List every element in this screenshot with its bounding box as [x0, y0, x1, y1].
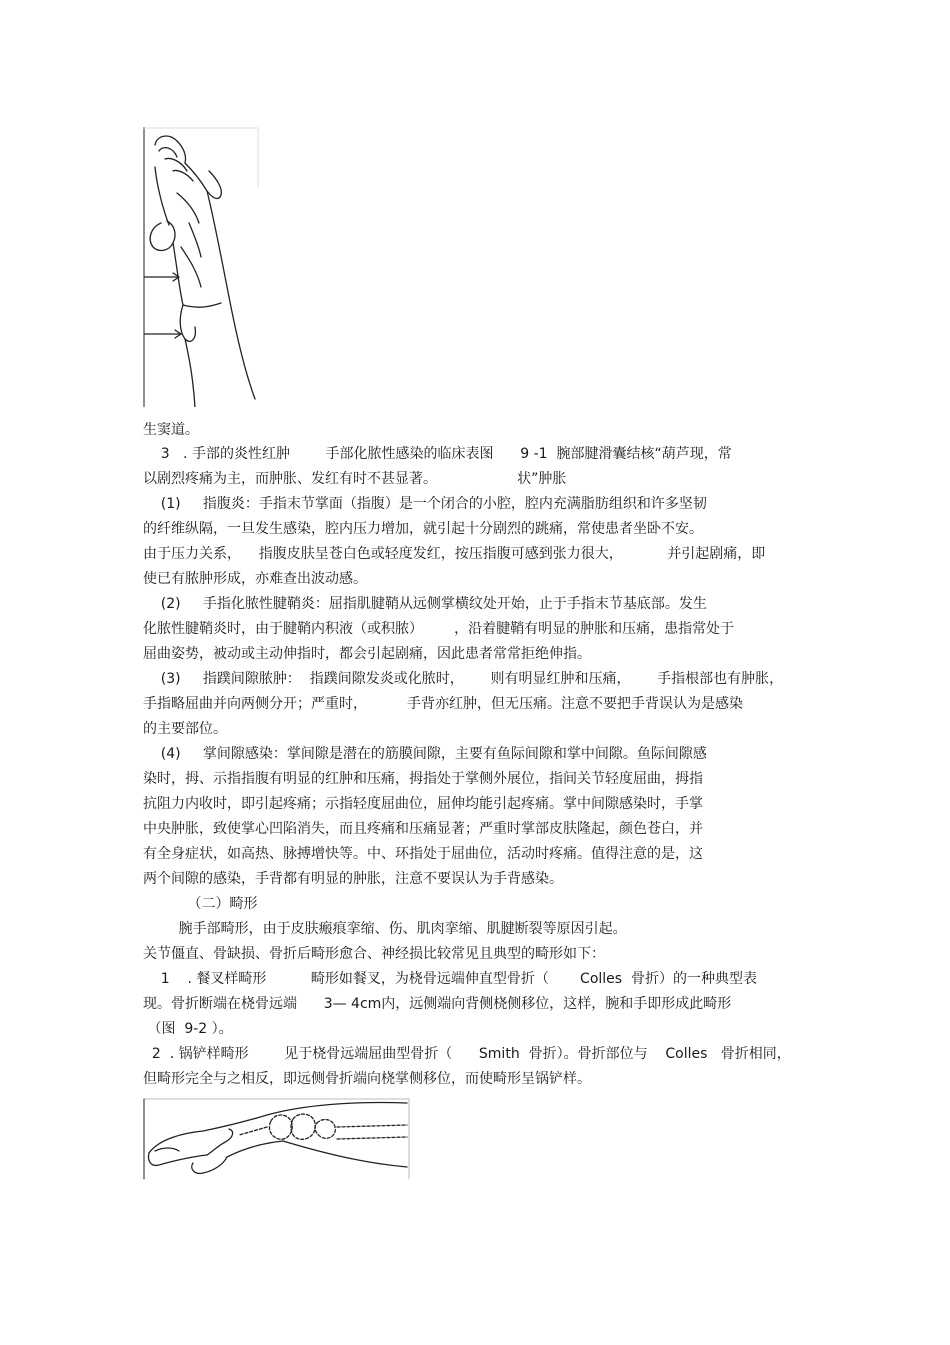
text-line: 屈曲姿势，被动或主动伸指时，都会引起剧痛，因此患者常常拒绝伸指。: [143, 646, 591, 662]
hand-swelling-figure: [143, 127, 260, 407]
text-line: 化脓性腱鞘炎时，由于腱鞘内积液（或积脓） ，沿着腱鞘有明显的肿胀和压痛，患指常处于: [143, 621, 735, 637]
text-line: 2 . 锅铲样畸形 见于桡骨远端屈曲型骨折（ Smith 骨折）。骨折部位与 Colles 骨折相同，: [143, 1046, 791, 1062]
text-line: 腕手部畸形，由于皮肤瘢痕挛缩、伤、肌肉挛缩、肌腱断裂等原因引起。: [143, 921, 627, 937]
text-line: 关节僵直、骨缺损、骨折后畸形愈合、神经损比较常见且典型的畸形如下：: [143, 946, 605, 962]
text-line: 抗阻力内收时，即引起疼痛；示指轻度屈曲位，屈伸均能引起疼痛。掌中间隙感染时，手掌: [143, 796, 703, 812]
text-line: 中央肿胀，致使掌心凹陷消失，而且疼痛和压痛显著；严重时掌部皮肤隆起，颜色苍白，并: [143, 821, 703, 837]
text-line: 染时，拇、示指指腹有明显的红肿和压痛，拇指处于掌侧外展位，指间关节轻度屈曲，拇指: [143, 771, 703, 787]
text-line: 生窦道。: [143, 422, 199, 438]
text-line: (1) 指腹炎：手指末节掌面（指腹）是一个闭合的小腔，腔内充满脂肪组织和许多坚韧: [143, 496, 707, 512]
text-line: 的纤维纵隔，一旦发生感染，腔内压力增加，就引起十分剧烈的跳痛，常使患者坐卧不安。: [143, 521, 703, 537]
text-line: (3) 指蹼间隙脓肿： 指蹼间隙发炎或化脓时， 则有明显红肿和压痛， 手指根部也有肿胀，: [143, 671, 784, 687]
text-line: 使已有脓肿形成，亦难查出波动感。: [143, 571, 367, 587]
text-line: 以剧烈疼痛为主，而肿胀、发红有时不甚显著。 状”肿胀: [143, 471, 567, 487]
text-line: 由于压力关系， 指腹皮肤呈苍白色或轻度发红，按压指腹可感到张力很大， 并引起剧痛，即: [143, 546, 766, 562]
text-line: (4) 掌间隙感染：掌间隙是潜在的筋膜间隙，主要有鱼际间隙和掌中间隙。鱼际间隙感: [143, 746, 707, 762]
text-line: 两个间隙的感染，手背都有明显的肿胀，注意不要误认为手背感染。: [143, 871, 563, 887]
text-line: (2) 手指化脓性腱鞘炎：屈指肌腱鞘从远侧掌横纹处开始，止于手指末节基底部。发生: [143, 596, 707, 612]
text-line: （图 9-2 ）。: [143, 1021, 233, 1037]
text-line: 1 . 餐叉样畸形 畸形如餐叉，为桡骨远端伸直型骨折（ Colles 骨折）的一种典型表: [143, 971, 757, 987]
text-line: 手指略屈曲并向两侧分开；严重时， 手背亦红肿，但无压痛。注意不要把手背误认为是感染: [143, 696, 744, 712]
text-line: 3 . 手部的炎性红肿 手部化脓性感染的临床表图 9 -1 腕部腱滑囊结核“葫芦现，常: [143, 446, 732, 462]
text-line: 的主要部位。: [143, 721, 227, 737]
text-line: 有全身症状，如高热、脉搏增快等。中、环指处于屈曲位，活动时疼痛。值得注意的是，这: [143, 846, 703, 862]
fork-deformity-figure: [143, 1097, 411, 1181]
section-heading: （二）畸形: [143, 896, 258, 912]
text-line: 现。骨折断端在桡骨远端 3— 4cm内，远侧端向背侧桡侧移位，这样，腕和手即形成此畸形: [143, 996, 732, 1012]
text-line: 但畸形完全与之相反，即远侧骨折端向桡掌侧移位，而使畸形呈锅铲样。: [143, 1071, 591, 1087]
